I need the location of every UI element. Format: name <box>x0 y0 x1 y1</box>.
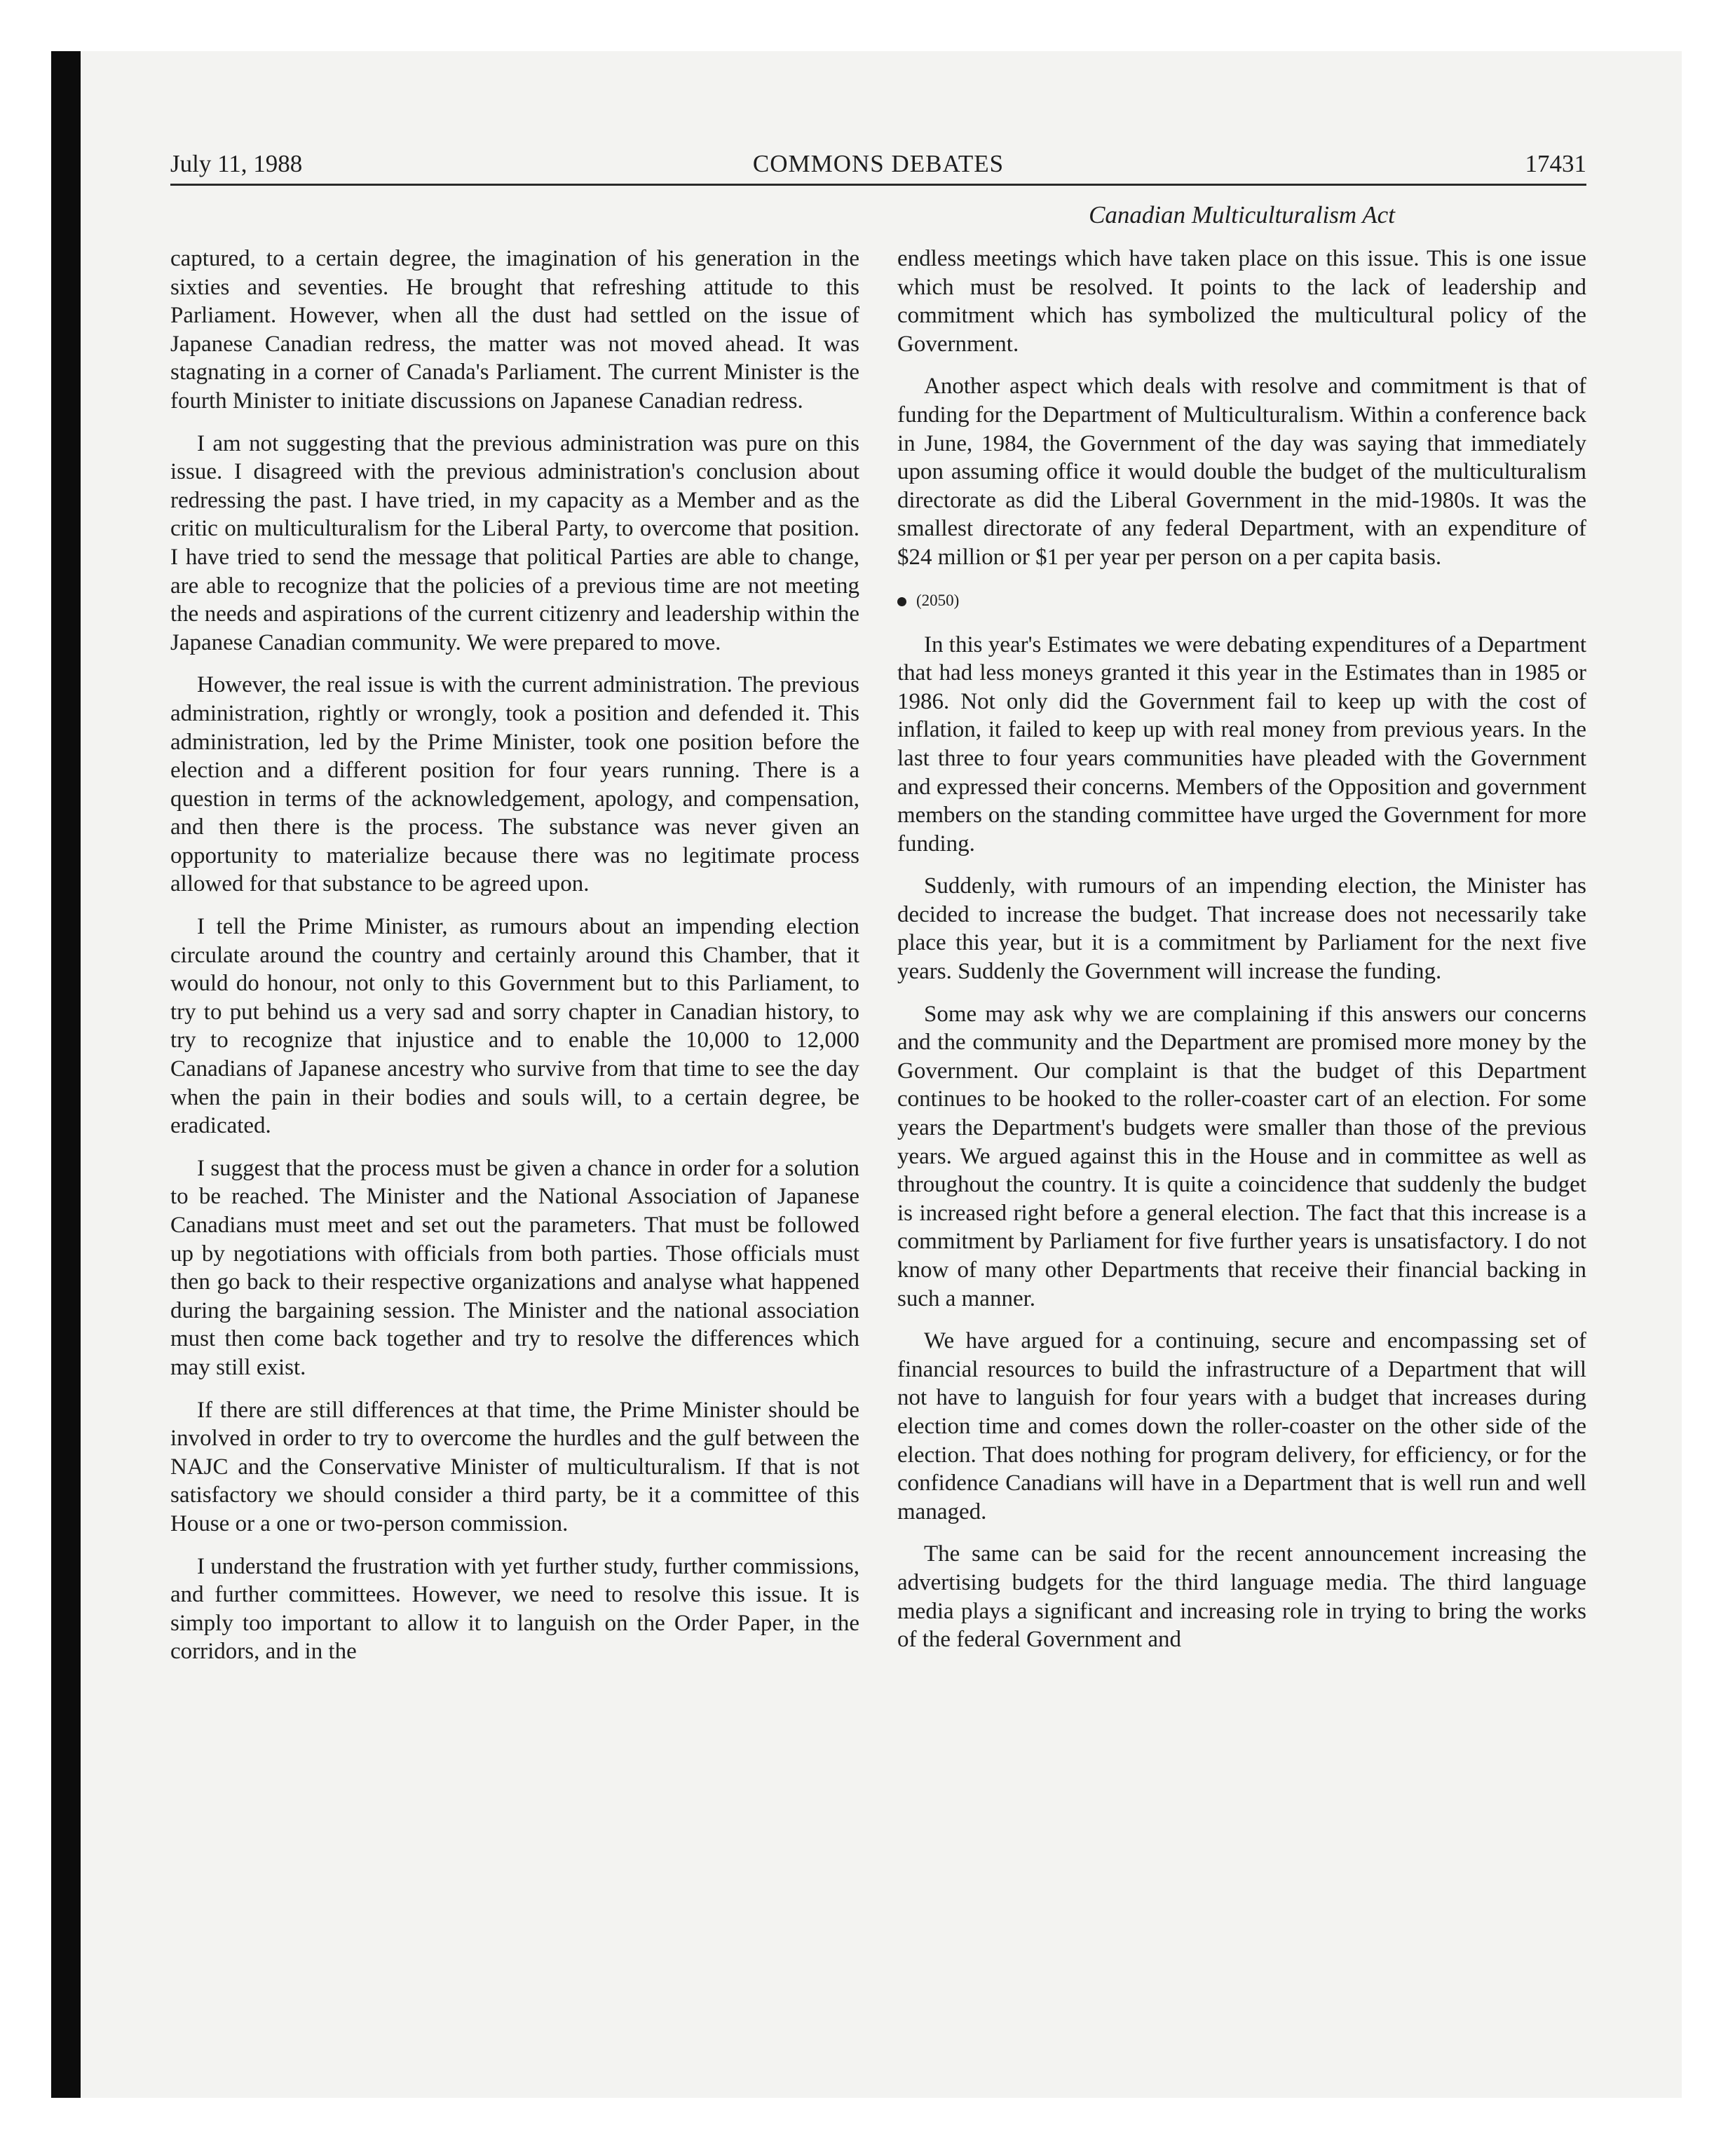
header-title: COMMONS DEBATES <box>752 150 1005 177</box>
paragraph: I suggest that the process must be given a chance in order for a solution to be reached. The Minister and the National Association of Japanese Canadians must meet and set out the parameters. That must be followed up by negotiations with officials from both parties. Those officials must then go back to their respective organizations and analyse what happened during the bargaining session. The Minister and the national association must then come back together and try to resolve the differences which may still exist. <box>170 1155 859 1380</box>
paragraph: The same can be said for the recent announcement increasing the advertising budgets for the third language media. The third language media plays a significant and increasing role in trying to bring the works of the federal Government and <box>897 1541 1586 1653</box>
paragraph: However, the real issue is with the current administration. The previous administration, rightly or wrongly, took a position and defended it. This administration, led by the Prime Minister, took one position before the election and a different position for four years running. There is a question in terms of the acknowledgement, apology, and compensation, and then there is the process. The substance was never given an opportunity to materialize because there was no legitimate process allowed for that substance to be agreed upon. <box>170 672 859 897</box>
left-column <box>170 245 859 1680</box>
paragraph: In this year's Estimates we were debating expenditures of a Department that had less moneys granted it this year in the Estimates than in 1985 or 1986. Not only did the Government fail to keep up with the cost of inflation, it failed to keep up with real money from previous years. In the last three to four years communities have pleaded with the Government and expressed their concerns. Members of the Opposition and government members on the standing committee have urged the Government for more funding. <box>897 632 1586 857</box>
time-marker <box>897 590 1586 611</box>
paragraph: I tell the Prime Minister, as rumours about an impending election circulate around the country and certainly around this Chamber, that it would do honour, not only to this Government but to this Parliament, to try to put behind us a very sad and sorry chapter in Canadian history, to try to recognize that injustice and to enable the 10,000 to 12,000 Canadians of Japanese ancestry who survive from that time to see the day when the pain in their bodies and souls will, to a certain degree, be eradicated. <box>170 914 859 1139</box>
paragraph: I understand the frustration with yet further study, further commissions, and further committees. However, we need to resolve this issue. It is simply too important to allow it to languish on the Order Paper, in the corridors, and in the <box>170 1553 859 1665</box>
paragraph: Suddenly, with rumours of an impending election, the Minister has decided to increase the budget. That increase does not necessarily take place this year, but it is a commitment by Parliament for the next five years. Suddenly the Government will increase the funding. <box>897 873 1586 985</box>
page-header <box>170 144 1586 186</box>
paragraph: captured, to a certain degree, the imagination of his generation in the sixties and seventies. He brought that refreshing attitude to this Parliament. However, when all the dust had settled on the issue of Japanese Canadian redress, the matter was not moved ahead. It was stagnating in a corner of Canada's Parliament. The current Minister is the fourth Minister to initiate discussions on Japanese Canadian redress. <box>170 246 859 414</box>
bullet-icon <box>897 597 906 606</box>
time-marker-label: (2050) <box>916 591 960 609</box>
paragraph: endless meetings which have taken place on this issue. This is one issue which must be resolved. It points to the lack of leadership and commitment which has symbolized the multicultural policy of the Government. <box>897 246 1586 357</box>
binding-edge <box>51 51 81 2098</box>
paragraph: Some may ask why we are complaining if this answers our concerns and the community and the Department are promised more money by the Government. Our complaint is that the budget of this Department continues to be hooked to the roller-coaster cart of an election. For some years the Department's budgets were smaller than those of the previous years. We argued against this in the House and in committee as well as throughout the country. It is quite a coincidence that suddenly the budget is increased right before a general election. The fact that this increase is a commitment by Parliament for five further years is unsatisfactory. I do not know of many other Departments that receive their financial backing in such a manner. <box>897 1001 1586 1311</box>
right-column <box>897 245 1586 1668</box>
running-head: Canadian Multiculturalism Act <box>1089 201 1395 228</box>
paragraph: If there are still differences at that time, the Prime Minister should be involved in order to try to overcome the hurdles and the gulf between the NAJC and the Conservative Minister of multiculturalism. If that is not satisfactory we should consider a third party, be it a committee of this House or a one or two-person commission. <box>170 1397 859 1536</box>
header-date: July 11, 1988 <box>170 150 303 177</box>
paragraph: I am not suggesting that the previous administration was pure on this issue. I disagreed with the previous administration's conclusion about redressing the past. I have tried, in my capacity as a Member and as the critic on multiculturalism for the Liberal Party, to overcome that position. I have tried to send the message that political Parties are able to change, are able to recognize that the policies of a previous time are not meeting the needs and aspirations of the current citizenry and leadership within the Japanese Canadian community. We were prepared to move. <box>170 430 859 655</box>
header-page-number: 17431 <box>1525 150 1586 177</box>
paragraph: We have argued for a continuing, secure and encompassing set of financial resources to build the infrastructure of a Department that will not have to languish for four years with a budget that increases during election time and comes down the roller-coaster on the other side of the election. That does nothing for program delivery, for efficiency, or for the confidence Canadians will have in a Department that is well run and well managed. <box>897 1328 1586 1524</box>
paragraph: Another aspect which deals with resolve and commitment is that of funding for the Department of Multiculturalism. Within a conference back in June, 1984, the Government of the day was saying that immediately upon assuming office it would double the budget of the multiculturalism directorate as did the Liberal Government in the mid-1980s. It was the smallest directorate of any federal Department, with an expenditure of $24 million or $1 per year per person on a per capita basis. <box>897 374 1586 570</box>
